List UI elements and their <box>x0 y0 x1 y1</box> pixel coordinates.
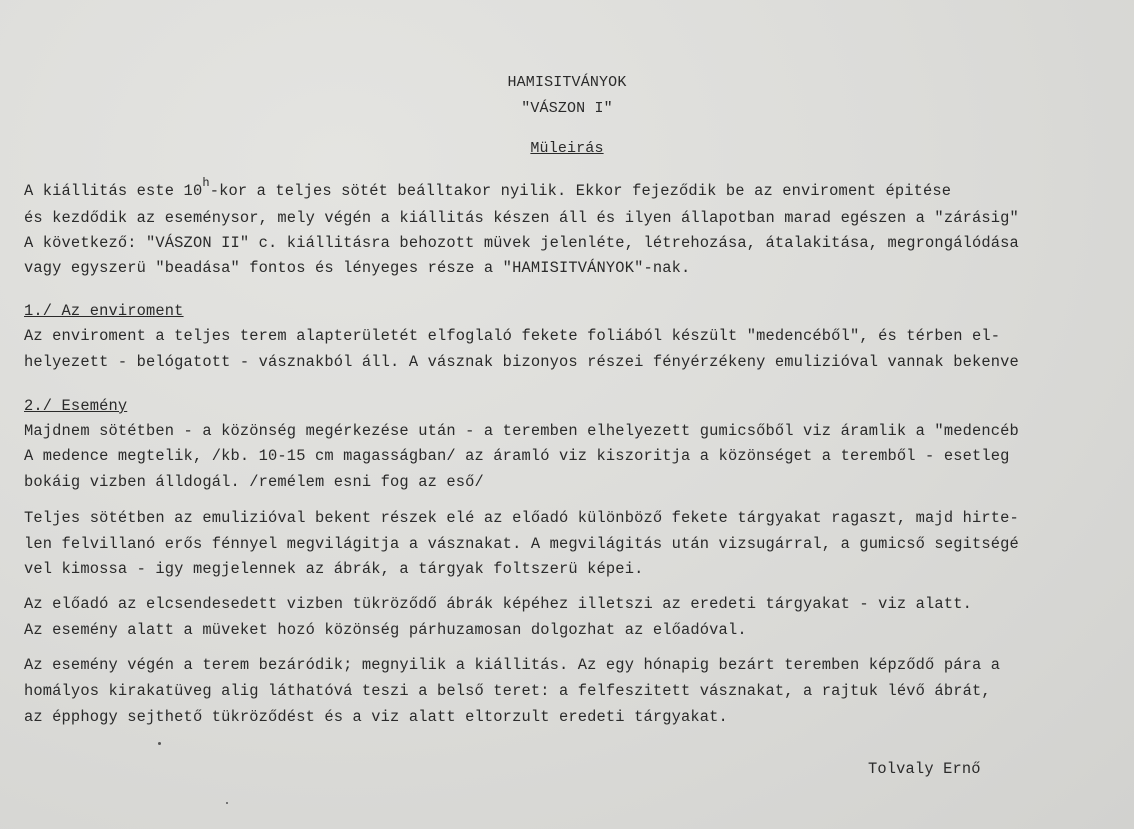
section-2-p4-line-2: homályos kirakatüveg alig láthatóvá teszi a belső teret: a felfeszitett vásznakat, a rajtuk lévő ábrát, <box>24 682 991 700</box>
intro-line-2: és kezdődik az eseménysor, mely végén a kiállitás készen áll és ilyen állapotban marad egészen a "zárásig" <box>24 209 1019 227</box>
section-2-p2-line-2: len felvillanó erős fénnyel megvilágitja a vásznakat. A megvilágitás után vizsugárral, a gumicső segitségé <box>24 535 1019 553</box>
section-2-p1-line-1: Majdnem sötétben - a közönség megérkezése után - a teremben elhelyezett gumicsőből viz áramlik a "medencéb <box>24 422 1019 440</box>
section-2-p4-line-3: az épphogy sejthető tükröződést és a viz alatt eltorzult eredeti tárgyakat. <box>24 708 728 726</box>
intro-line-1-start: A kiállitás este 10 <box>24 182 203 200</box>
intro-line-3: A következő: "VÁSZON II" c. kiállitásra behozott müvek jelenléte, létrehozása, átalakitása, megrongálódása <box>24 234 1019 252</box>
paper-speck <box>158 742 161 745</box>
intro-line-4: vagy egyszerü "beadása" fontos és lényeges része a "HAMISITVÁNYOK"-nak. <box>24 259 691 277</box>
section-2-p3-line-2: Az esemény alatt a müveket hozó közönség párhuzamosan dolgozhat az előadóval. <box>24 621 747 639</box>
hour-superscript: h <box>202 176 210 190</box>
section-1-heading: 1./ Az enviroment <box>24 302 184 320</box>
author-signature: Tolvaly Ernő <box>868 760 981 778</box>
intro-line-1 <box>24 176 952 201</box>
document-heading: Müleirás <box>530 140 604 157</box>
section-2-p3-line-1: Az előadó az elcsendesedett vizben tükröződő ábrák képéhez illetszi az eredeti tárgyakat - viz alatt. <box>24 595 972 613</box>
section-1-line-1: Az enviroment a teljes terem alapterületét elfoglaló fekete foliából készült "medencéből", és térben el- <box>24 327 1001 345</box>
section-2-heading: 2./ Esemény <box>24 397 128 415</box>
section-2-p1-line-2: A medence megtelik, /kb. 10-15 cm magasságban/ az áramló viz kiszoritja a közönséget a teremből - esetleg <box>24 447 1010 465</box>
paper-speck <box>226 802 228 804</box>
document-title: HAMISITVÁNYOK <box>507 74 627 91</box>
section-2-p1-line-3: bokáig vizben álldogál. /remélem esni fog az eső/ <box>24 473 484 491</box>
section-2-p2-line-1: Teljes sötétben az emulizióval bekent részek elé az előadó különböző fekete tárgyakat ragaszt, majd hirte- <box>24 509 1019 527</box>
section-1-line-2: helyezett - belógatott - vásznakból áll. A vásznak bizonyos részei fényérzékeny emulizióval vannak bekenve <box>24 353 1019 371</box>
intro-line-1-end: -kor a teljes sötét beálltakor nyilik. Ekkor fejeződik be az enviroment épitése <box>209 182 952 200</box>
section-2-p2-line-3: vel kimossa - igy megjelennek az ábrák, a tárgyak foltszerü képei. <box>24 560 644 578</box>
section-2-p4-line-1: Az esemény végén a terem bezáródik; megnyilik a kiállitás. Az egy hónapig bezárt teremben képződő pára a <box>24 656 1001 674</box>
document-subtitle: "VÁSZON I" <box>521 100 613 117</box>
